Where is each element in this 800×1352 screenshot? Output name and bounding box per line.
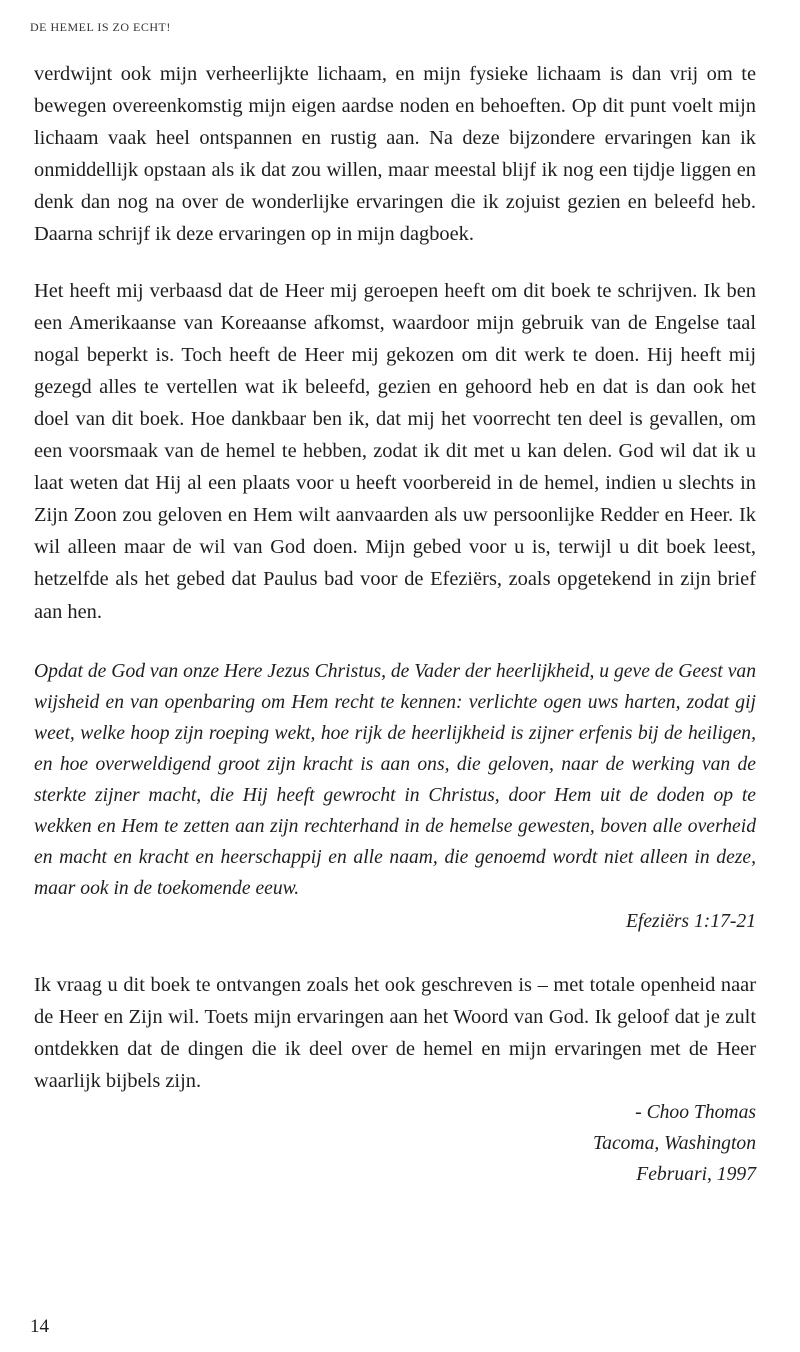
paragraph-1: verdwijnt ook mijn verheerlijkte lichaam, en mijn fysieke lichaam is dan vrij om te bewegen overeenkomstig mijn eigen aardse noden en behoeften. Op dit punt voelt mijn lichaam vaak heel ontspannen en rustig aan. Na deze bijzondere ervaringen kan ik onmiddellijk opstaan als ik dat zou willen, maar meestal blijf ik nog een tijdje liggen en denk dan nog na over de wonderlijke ervaringen die ik zojuist gezien en beleefd heb. Daarna schrijf ik deze ervaringen op in mijn dagboek.: [34, 63, 756, 246]
scripture-quote: Opdat de God van onze Here Jezus Christus, de Vader der heerlijkheid, u geve de Geest van wijsheid en van openbaring om Hem recht te kennen: verlichte ogen uws harten, zodat gij weet, welke hoop zijn roeping wekt, hoe rijk de heerlijkheid is zijner erfenis bij de heiligen, en hoe overweldigend groot zijn kracht is aan ons, die geloven, naar de werking van de sterkte zijner macht, die Hij heeft gewrocht in Christus, door Hem uit de doden op te wekken en Hem te zetten aan zijn rechterhand in de hemelse gewesten, boven alle overheid en macht en kracht en heerschappij en alle naam, die genoemd wordt niet alleen in deze, maar ook in de toekomende eeuw.: [34, 660, 756, 899]
paragraph-2: Het heeft mij verbaasd dat de Heer mij geroepen heeft om dit boek te schrijven. Ik ben een Amerikaanse van Koreaanse afkomst, waardoor mijn gebruik van de Engelse taal nogal beperkt is. Toch heeft de Heer mij gekozen om dit werk te doen. Hij heeft mij gezegd alles te vertellen wat ik beleefd, gezien en gehoord heb en dat is dan ook het doel van dit boek. Hoe dankbaar ben ik, dat mij het voorrecht ten deel is gevallen, om een voorsmaak van de hemel te hebben, zodat ik dit met u kan delen. God wil dat ik u laat weten dat Hij al een plaats voor u heeft voorbereid in de hemel, indien u slechts in Zijn Zoon zou geloven en Hem wilt aanvaarden als uw persoonlijke Redder en Heer. Ik wil alleen maar de wil van God doen. Mijn gebed voor u is, terwijl u dit boek leest, hetzelfde als het gebed dat Paulus bad voor de Efeziërs, zoals opgetekend in zijn brief aan hen.: [34, 279, 756, 623]
signature-author: - Choo Thomas: [635, 1101, 756, 1123]
signature-date: Februari, 1997: [636, 1163, 756, 1185]
signature-place: Tacoma, Washington: [593, 1132, 756, 1154]
page-body: [34, 58, 756, 1190]
page-number: 14: [30, 1316, 49, 1337]
running-head: DE HEMEL IS ZO ECHT!: [30, 20, 171, 34]
paragraph-3: Ik vraag u dit boek te ontvangen zoals het ook geschreven is – met totale openheid naar de Heer en Zijn wil. Toets mijn ervaringen aan het Woord van God. Ik geloof dat je zult ontdekken dat de dingen die ik deel over de hemel en mijn ervaringen met de Heer waarlijk bijbels zijn.: [34, 973, 756, 1092]
scripture-reference: Efeziërs 1:17-21: [625, 910, 756, 932]
